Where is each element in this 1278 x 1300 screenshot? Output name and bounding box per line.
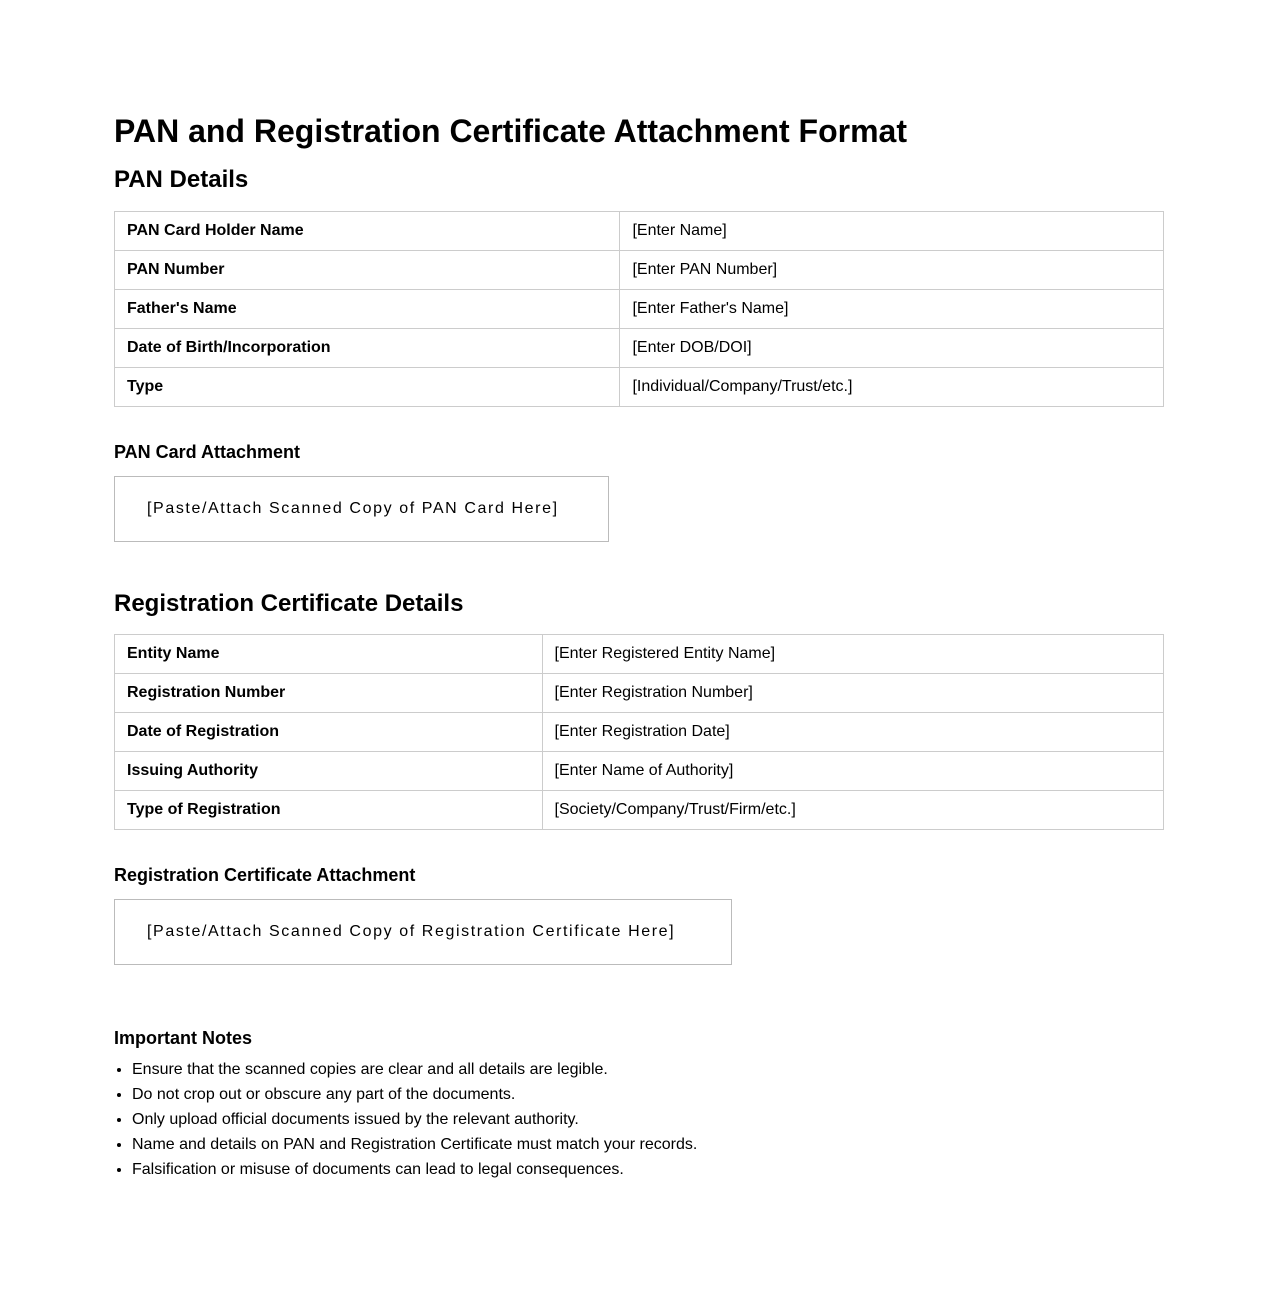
- entity-name-value[interactable]: [Enter Registered Entity Name]: [542, 635, 1163, 674]
- registration-attachment-heading: Registration Certificate Attachment: [114, 865, 416, 885]
- registration-number-label: Registration Number: [115, 674, 543, 713]
- entity-name-label: Entity Name: [115, 635, 543, 674]
- pan-holder-name-value[interactable]: [Enter Name]: [620, 212, 1164, 251]
- table-row: [115, 212, 1164, 251]
- fathers-name-label: Father's Name: [115, 290, 620, 329]
- pan-details-table: [114, 211, 1164, 407]
- issuing-authority-label: Issuing Authority: [115, 752, 543, 791]
- list-item: • Only upload official documents issued by the relevant authority.: [132, 1107, 1164, 1132]
- pan-attachment-placeholder: [Paste/Attach Scanned Copy of PAN Card Here]: [147, 500, 559, 517]
- registration-details-table: [114, 634, 1164, 830]
- registration-attachment-placeholder: [Paste/Attach Scanned Copy of Registration Certificate Here]: [147, 923, 676, 940]
- pan-attachment-heading: PAN Card Attachment: [114, 442, 301, 462]
- registration-type-value[interactable]: [Society/Company/Trust/Firm/etc.]: [542, 791, 1163, 830]
- table-row: [115, 713, 1164, 752]
- document-title: PAN and Registration Certificate Attachment Format: [114, 113, 907, 149]
- registration-details-heading: Registration Certificate Details: [114, 590, 464, 617]
- table-row: [115, 752, 1164, 791]
- table-row: [115, 329, 1164, 368]
- registration-date-label: Date of Registration: [115, 713, 543, 752]
- list-item: • Name and details on PAN and Registration Certificate must match your records.: [132, 1132, 1164, 1157]
- list-item: • Do not crop out or obscure any part of the documents.: [132, 1082, 1164, 1107]
- fathers-name-value[interactable]: [Enter Father's Name]: [620, 290, 1164, 329]
- table-row: [115, 674, 1164, 713]
- dob-label: Date of Birth/Incorporation: [115, 329, 620, 368]
- pan-type-label: Type: [115, 368, 620, 407]
- issuing-authority-value[interactable]: [Enter Name of Authority]: [542, 752, 1163, 791]
- registration-number-value[interactable]: [Enter Registration Number]: [542, 674, 1163, 713]
- pan-holder-name-label: PAN Card Holder Name: [115, 212, 620, 251]
- pan-number-label: PAN Number: [115, 251, 620, 290]
- pan-type-value[interactable]: [Individual/Company/Trust/etc.]: [620, 368, 1164, 407]
- dob-value[interactable]: [Enter DOB/DOI]: [620, 329, 1164, 368]
- table-row: [115, 290, 1164, 329]
- list-item: • Falsification or misuse of documents can lead to legal consequences.: [132, 1157, 1164, 1182]
- registration-attachment-box[interactable]: [114, 899, 732, 965]
- pan-details-heading: PAN Details: [114, 166, 249, 193]
- registration-type-label: Type of Registration: [115, 791, 543, 830]
- table-row: [115, 368, 1164, 407]
- registration-date-value[interactable]: [Enter Registration Date]: [542, 713, 1163, 752]
- pan-number-value[interactable]: [Enter PAN Number]: [620, 251, 1164, 290]
- table-row: [115, 791, 1164, 830]
- important-notes-list: [114, 1057, 1164, 1182]
- list-item: • Ensure that the scanned copies are clear and all details are legible.: [132, 1057, 1164, 1082]
- important-notes-heading: Important Notes: [114, 1028, 253, 1048]
- pan-attachment-box[interactable]: [114, 476, 609, 542]
- table-row: [115, 635, 1164, 674]
- table-row: [115, 251, 1164, 290]
